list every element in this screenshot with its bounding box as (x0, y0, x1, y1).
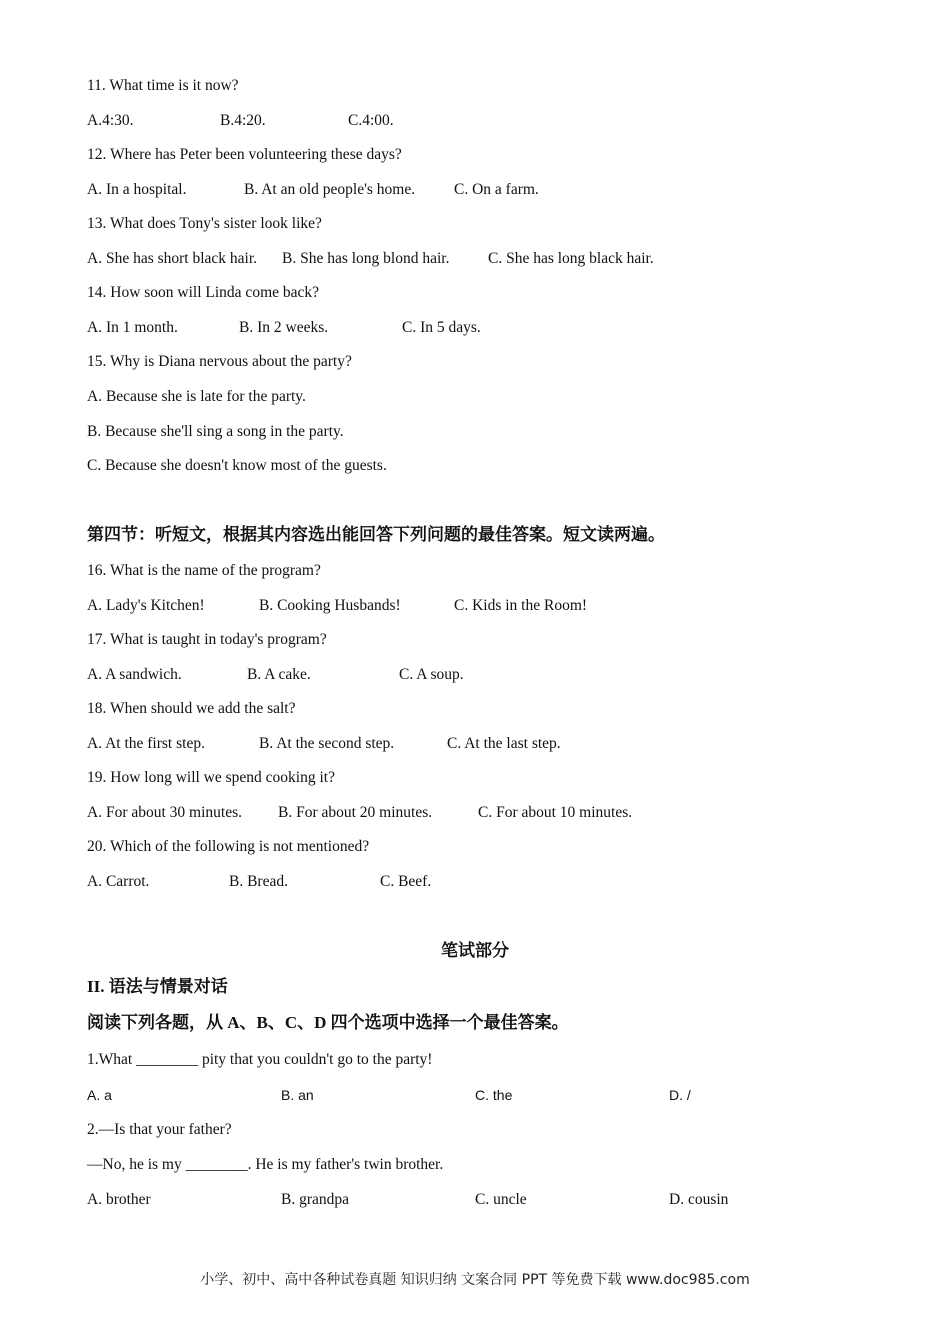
option-c: C. For about 10 minutes. (478, 804, 633, 821)
grammar-question-2: 2.—Is that your father? (87, 1121, 232, 1138)
option-b: B. In 2 weeks. (239, 319, 329, 336)
option-c: C. uncle (475, 1191, 527, 1208)
question-12: 12. Where has Peter been volunteering these days? (87, 146, 402, 163)
option-c: C. She has long black hair. (488, 250, 654, 267)
question-18: 18. When should we add the salt? (87, 700, 296, 717)
option-a: A. Lady's Kitchen! (87, 597, 205, 614)
option-c: C. In 5 days. (402, 319, 481, 336)
option-a: A. Because she is late for the party. (87, 388, 306, 405)
option-b: B. Because she'll sing a song in the party. (87, 423, 344, 440)
option-b: B.4:20. (220, 112, 266, 129)
page-footer: 小学、初中、高中各种试卷真题 知识归纳 文案合同 PPT 等免费下载 www.doc985.com (200, 1272, 750, 1288)
question-14: 14. How soon will Linda come back? (87, 284, 320, 301)
grammar-question-2-reply: —No, he is my ________. He is my father's twin brother. (87, 1156, 444, 1173)
option-c: C. Kids in the Room! (454, 597, 588, 614)
option-a: A. brother (87, 1191, 151, 1208)
question-16: 16. What is the name of the program? (87, 562, 321, 579)
written-part-title: 笔试部分 (441, 941, 509, 960)
section-4-heading: 第四节：听短文，根据其内容选出能回答下列问题的最佳答案。短文读两遍。 (87, 525, 665, 544)
option-b: B. At an old people's home. (244, 181, 416, 198)
option-c: C. At the last step. (447, 735, 561, 752)
grammar-question-1: 1.What ________ pity that you couldn't go to the party! (87, 1051, 433, 1068)
option-c: C. Beef. (380, 873, 432, 890)
option-a: A. For about 30 minutes. (87, 804, 242, 821)
option-a: A. In 1 month. (87, 319, 178, 336)
option-c: C. the (475, 1087, 513, 1103)
question-19: 19. How long will we spend cooking it? (87, 769, 335, 786)
option-c: C. A soup. (399, 666, 464, 683)
option-a: A. In a hospital. (87, 181, 187, 198)
option-a: A.4:30. (87, 112, 134, 129)
option-c: C. Because she doesn't know most of the guests. (87, 457, 387, 474)
option-c: C. On a farm. (454, 181, 539, 198)
option-b: B. Bread. (229, 873, 288, 890)
option-a: A. Carrot. (87, 873, 150, 890)
option-d: D. / (669, 1087, 691, 1103)
question-20: 20. Which of the following is not mentioned? (87, 838, 370, 855)
option-b: B. She has long blond hair. (282, 250, 450, 267)
question-11: 11. What time is it now? (87, 77, 239, 94)
option-a: A. A sandwich. (87, 666, 182, 683)
option-c: C.4:00. (348, 112, 394, 129)
option-a: A. She has short black hair. (87, 250, 258, 267)
option-a: A. a (87, 1087, 112, 1103)
option-b: B. For about 20 minutes. (278, 804, 433, 821)
option-b: B. At the second step. (259, 735, 395, 752)
option-b: B. an (281, 1087, 314, 1103)
question-15: 15. Why is Diana nervous about the party? (87, 353, 352, 370)
option-d: D. cousin (669, 1191, 729, 1208)
option-b: B. grandpa (281, 1191, 350, 1208)
grammar-instruction: 阅读下列各题，从 A、B、C、D 四个选项中选择一个最佳答案。 (87, 1013, 569, 1032)
question-17: 17. What is taught in today's program? (87, 631, 327, 648)
grammar-heading: II. 语法与情景对话 (87, 977, 228, 996)
option-b: B. Cooking Husbands! (259, 597, 401, 614)
question-13: 13. What does Tony's sister look like? (87, 215, 322, 232)
option-b: B. A cake. (247, 666, 311, 683)
option-a: A. At the first step. (87, 735, 205, 752)
